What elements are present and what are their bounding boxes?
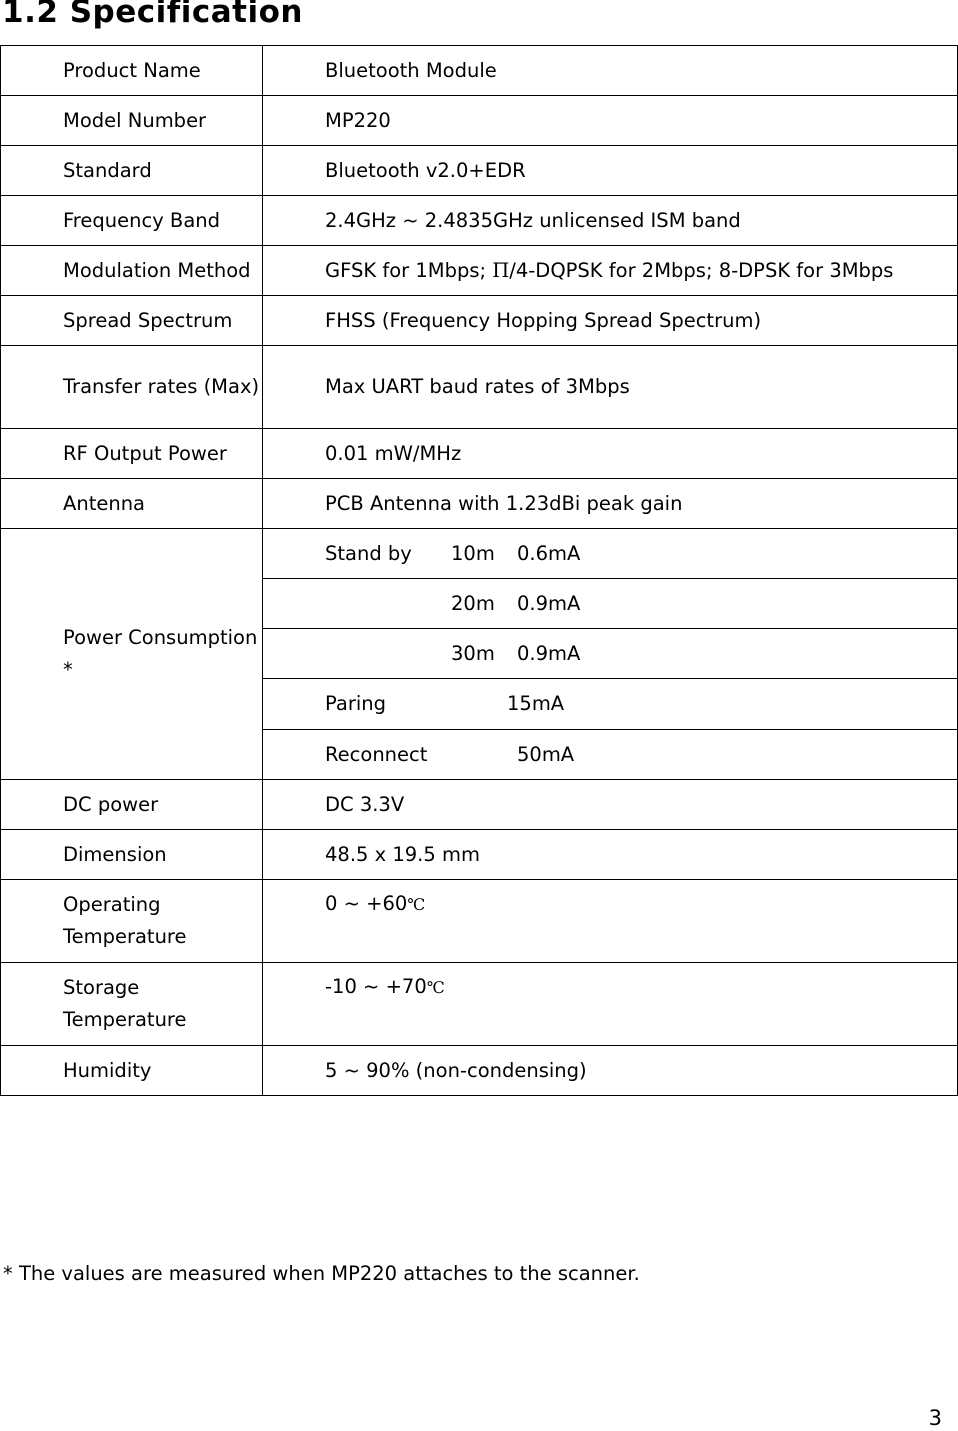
spec-label: Frequency Band (1, 196, 263, 246)
table-row (1, 96, 958, 146)
spec-value: FHSS (Frequency Hopping Spread Spectrum) (263, 296, 958, 346)
spec-value: 5 ~ 90% (non-condensing) (263, 1046, 958, 1096)
spec-label: Spread Spectrum (1, 296, 263, 346)
power-row (263, 529, 958, 579)
specification-table (0, 45, 958, 1096)
spec-label: Product Name (1, 46, 263, 96)
spec-value (263, 880, 958, 963)
table-row (1, 346, 958, 429)
power-mode: Reconnect (325, 742, 428, 766)
table-row (1, 146, 958, 196)
table-row (1, 429, 958, 479)
power-distance: 10m (451, 541, 495, 565)
modulation-suffix: /4-DQPSK for 2Mbps; 8-DPSK for 3Mbps (509, 258, 894, 282)
power-current: 0.9mA (517, 591, 581, 615)
power-mode: Paring (325, 692, 387, 715)
table-row (1, 963, 958, 1046)
modulation-prefix: GFSK for 1Mbps; (325, 258, 493, 282)
spec-label: RF Output Power (1, 429, 263, 479)
power-current: 50mA (517, 742, 575, 766)
spec-value: 48.5 x 19.5 mm (263, 830, 958, 880)
table-row (1, 529, 958, 579)
power-current: 0.6mA (517, 541, 581, 565)
spec-value: PCB Antenna with 1.23dBi peak gain (263, 479, 958, 529)
spec-label: Transfer rates (Max) (1, 346, 263, 429)
spec-label: Dimension (1, 830, 263, 880)
footnote: * The values are measured when MP220 attaches to the scanner. (3, 1262, 640, 1285)
pi-symbol: Π (492, 258, 510, 282)
table-row (1, 880, 958, 963)
spec-value: Max UART baud rates of 3Mbps (263, 346, 958, 429)
celsius-unit: ℃ (407, 895, 426, 914)
table-row (1, 46, 958, 96)
power-row (263, 629, 958, 679)
table-row (1, 1046, 958, 1096)
spec-label: Standard (1, 146, 263, 196)
spec-value: 2.4GHz ~ 2.4835GHz unlicensed ISM band (263, 196, 958, 246)
table-row (1, 830, 958, 880)
power-row (263, 579, 958, 629)
table-row (1, 246, 958, 296)
power-row (263, 679, 958, 730)
table-row (1, 479, 958, 529)
spec-value (263, 246, 958, 296)
spec-value: Bluetooth Module (263, 46, 958, 96)
table-row (1, 296, 958, 346)
spec-label: Operating Temperature (1, 880, 263, 963)
power-distance: 20m (451, 591, 495, 615)
section-heading: 1.2 Specification (2, 0, 303, 30)
spec-value: Bluetooth v2.0+EDR (263, 146, 958, 196)
table-row (1, 196, 958, 246)
page-number: 3 (928, 1406, 942, 1430)
spec-label: Modulation Method (1, 246, 263, 296)
spec-label: Antenna (1, 479, 263, 529)
spec-value: MP220 (263, 96, 958, 146)
celsius-unit: ℃ (426, 978, 445, 997)
power-row (263, 730, 958, 780)
power-current: 15mA (507, 692, 565, 715)
spec-label: Model Number (1, 96, 263, 146)
spec-label: Humidity (1, 1046, 263, 1096)
spec-label: DC power (1, 780, 263, 830)
power-mode: Stand by (325, 541, 412, 565)
spec-label: Power Consumption * (1, 529, 263, 780)
spec-value (263, 963, 958, 1046)
power-current: 0.9mA (517, 641, 581, 665)
spec-label: Storage Temperature (1, 963, 263, 1046)
spec-value: DC 3.3V (263, 780, 958, 830)
temperature-range: 0 ~ +60 (325, 892, 408, 915)
temperature-range: -10 ~ +70 (325, 975, 427, 998)
table-row (1, 780, 958, 830)
power-distance: 30m (451, 641, 495, 665)
spec-value: 0.01 mW/MHz (263, 429, 958, 479)
